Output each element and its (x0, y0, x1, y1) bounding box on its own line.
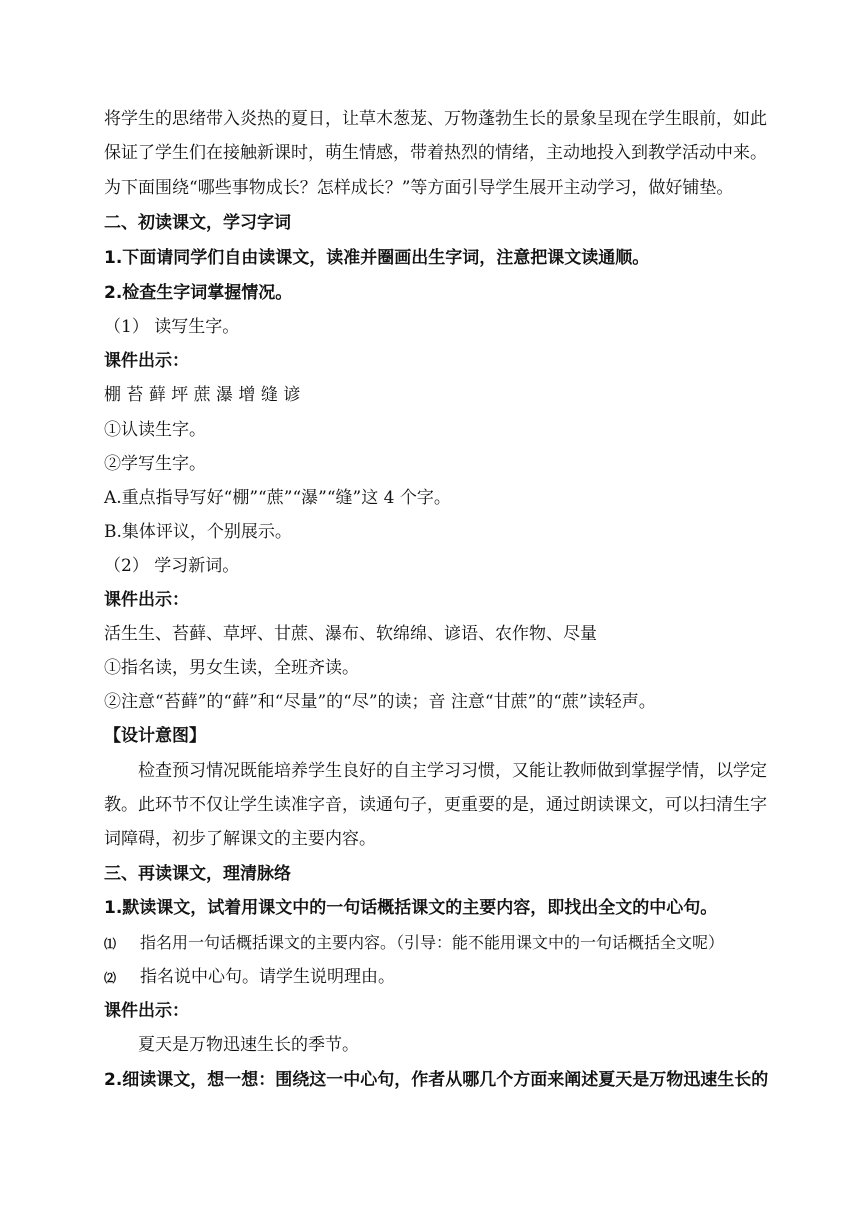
section-3-step-2: 2.细读课文，想一想：围绕这一中心句，作者从哪几个方面来阐述夏天是万物迅速生长的 (104, 1070, 769, 1090)
intro-line-3: 为下面围绕“哪些事物成长？怎样成长？”等方面引导学生展开主动学习，做好铺垫。 (104, 178, 734, 198)
sub-step-summarize (104, 930, 784, 957)
list-item: ①指名读，男女生读，全班齐读。 (104, 658, 359, 678)
section-3-step-1: 1.默读课文，试着用课文中的一句话概括课文的主要内容，即找出全文的中心句。 (104, 898, 718, 918)
section-2-step-1: 1.下面请同学们自由读课文，读准并圈画出生字词，注意把课文读通顺。 (104, 248, 650, 268)
list-item: ②学写生字。 (104, 454, 206, 474)
sub-step-new-words: （2） 学习新词。 (104, 556, 240, 576)
design-intent-heading: 【设计意图】 (104, 726, 206, 746)
new-characters: 棚 苔 藓 坪 蔗 瀑 增 缝 谚 (104, 385, 301, 405)
intro-line-2: 保证了学生们在接触新课时，萌生情感，带着热烈的情绪，主动地投入到教学活动中来。 (104, 143, 767, 163)
list-item: B.集体评议，个别展示。 (104, 522, 292, 542)
section-3-heading: 三、再读课文，理清脉络 (104, 864, 291, 884)
new-words: 活生生、苔藓、草坪、甘蔗、瀑布、软绵绵、谚语、农作物、尽量 (104, 624, 597, 644)
list-item: A.重点指导写好“棚”“蔗”“瀑”“缝”这 4 个字。 (104, 488, 451, 508)
design-intent-line-2: 教。此环节不仅让学生读准字音，读通句子，更重要的是，通过朗读课文，可以扫清生字 (104, 795, 767, 815)
section-2-heading: 二、初读课文，学习字词 (104, 213, 291, 233)
list-item: ②注意“苔藓”的“藓”和“尽量”的“尽”的读；音 注意“甘蔗”的“蔗”读轻声。 (104, 692, 656, 712)
sub-step-central-sentence-text: 指名说中心句。请学生说明理由。 (140, 967, 395, 987)
sub-step-summarize-text: 指名用一句话概括课文的主要内容。（引导：能不能用课文中的一句话概括全文呢） (140, 933, 725, 952)
design-intent-line-3: 词障碍，初步了解课文的主要内容。 (104, 829, 376, 849)
courseware-label: 课件出示： (104, 1001, 189, 1021)
courseware-label: 课件出示： (104, 351, 189, 371)
courseware-label: 课件出示： (104, 590, 189, 610)
sub-step-central-sentence (104, 964, 784, 991)
intro-line-1: 将学生的思绪带入炎热的夏日，让草木葱茏、万物蓬勃生长的景象呈现在学生眼前，如此 (104, 109, 767, 129)
list-marker: ⑵ (104, 971, 117, 985)
sub-step-read-write-chars: （1） 读写生字。 (104, 317, 240, 337)
section-2-step-2: 2.检查生字词掌握情况。 (104, 283, 293, 303)
list-item: ①认读生字。 (104, 420, 206, 440)
design-intent-line-1: 检查预习情况既能培养学生良好的自主学习习惯，又能让教师做到掌握学情，以学定 (138, 761, 767, 781)
list-marker: ⑴ (104, 937, 117, 951)
central-sentence-quote: 夏天是万物迅速生长的季节。 (138, 1035, 359, 1055)
